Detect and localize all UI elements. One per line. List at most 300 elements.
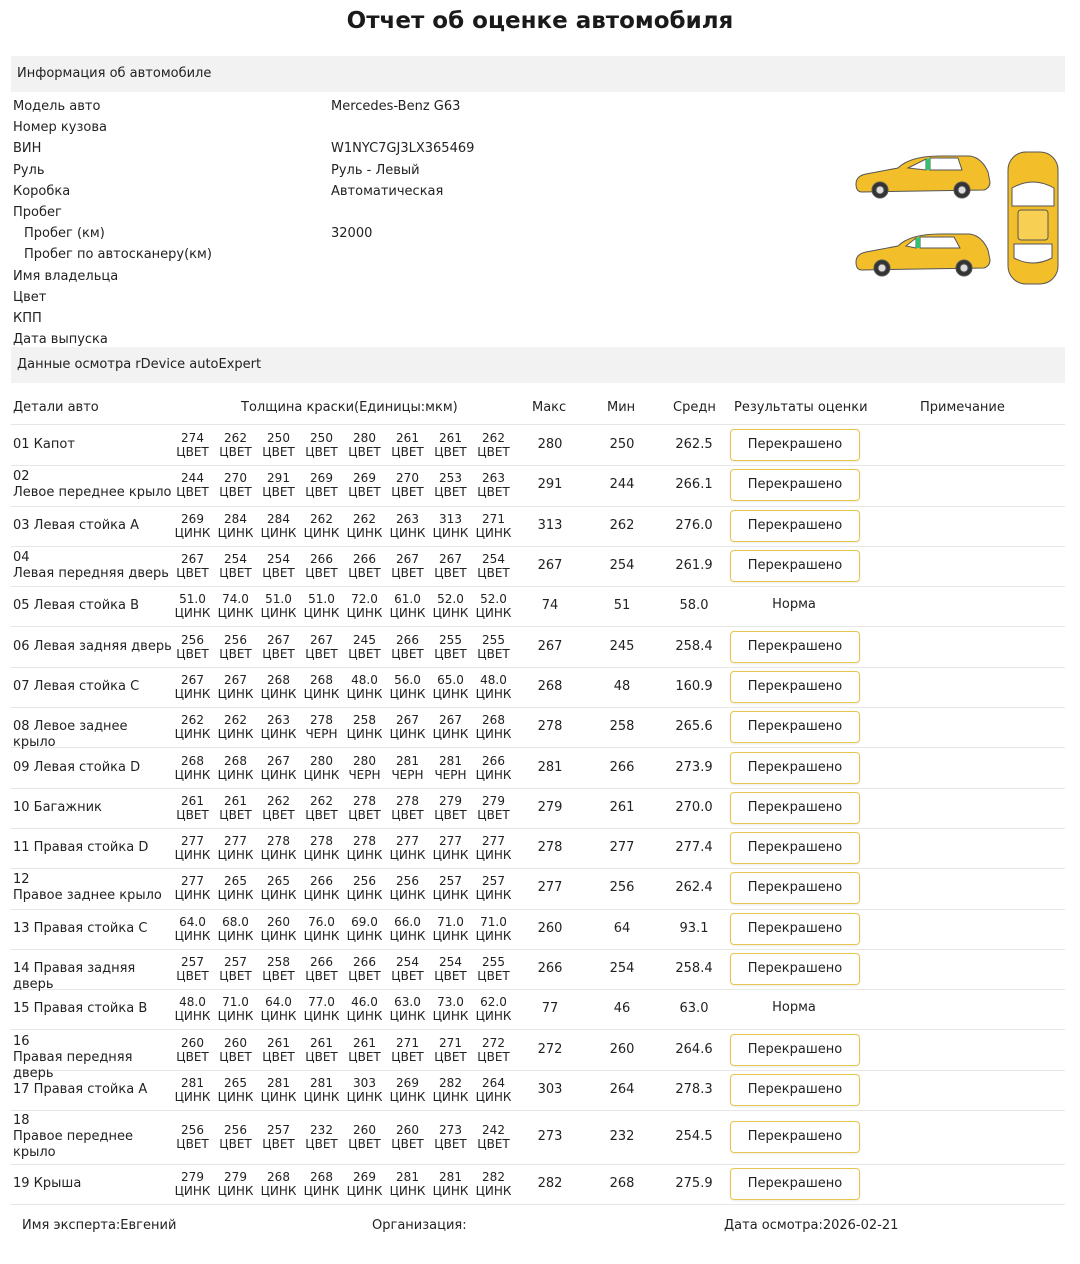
thickness-value: 269 — [310, 471, 333, 486]
coating-type: ЦИНК — [217, 727, 254, 742]
thickness-value: 264 — [482, 1075, 505, 1090]
info-label: Пробег — [13, 205, 62, 220]
thickness-cell — [386, 1036, 429, 1064]
coating-type: ЦИНК — [346, 1089, 383, 1104]
thickness-value: 274 — [181, 431, 204, 446]
thickness-cell — [472, 431, 515, 459]
thickness-value: 46.0 — [351, 995, 378, 1010]
thickness-cell — [386, 915, 429, 943]
coating-type: ЦИНК — [217, 1009, 254, 1024]
thickness-cell — [429, 754, 472, 782]
coating-type: ЦИНК — [303, 767, 340, 782]
thickness-cell — [472, 633, 515, 661]
coating-type: ЦВЕТ — [305, 566, 338, 581]
thickness-cell — [472, 1036, 515, 1064]
min-value: 64 — [613, 920, 631, 936]
coating-type: ЦИНК — [389, 888, 426, 903]
thickness-value: 281 — [181, 1075, 204, 1090]
coating-type: ЦИНК — [475, 1089, 512, 1104]
thickness-value: 267 — [439, 552, 462, 567]
table-row — [11, 1164, 1065, 1205]
thickness-cell — [386, 673, 429, 701]
thickness-value: 281 — [267, 1075, 290, 1090]
info-row — [13, 117, 833, 138]
thickness-cell — [300, 915, 343, 943]
result-badge: Перекрашено — [730, 752, 860, 784]
thickness-cell — [386, 512, 429, 540]
coating-type: ЦВЕТ — [176, 646, 209, 661]
coating-type: ЧЕРН — [348, 767, 381, 782]
thickness-cell — [300, 471, 343, 499]
car-info-header-text: Информация об автомобиле — [17, 66, 212, 81]
thickness-value: 263 — [482, 471, 505, 486]
coating-type: ЦВЕТ — [176, 1049, 209, 1064]
avg-value: 58.0 — [679, 598, 709, 614]
coating-type: ЦИНК — [303, 888, 340, 903]
coating-type: ЦВЕТ — [477, 807, 510, 822]
coating-type: ЧЕРН — [305, 727, 338, 742]
coating-type: ЦИНК — [389, 727, 426, 742]
thickness-cell — [257, 1036, 300, 1064]
thickness-value: 269 — [353, 471, 376, 486]
info-label: Имя владельца — [13, 268, 119, 284]
thickness-cell — [343, 471, 386, 499]
thickness-value: 256 — [353, 874, 376, 889]
result-badge: Перекрашено — [730, 953, 860, 985]
coating-type: ЦИНК — [260, 686, 297, 701]
thickness-value: 267 — [310, 632, 333, 647]
result-badge: Перекрашено — [730, 550, 860, 582]
thickness-value: 262 — [224, 431, 247, 446]
part-name: 15 Правая стойка B — [13, 1001, 148, 1017]
thickness-value: 262 — [482, 431, 505, 446]
avg-value: 63.0 — [679, 1001, 709, 1017]
thickness-cell — [343, 431, 386, 459]
min-value: 264 — [609, 1081, 635, 1097]
col-min: Мин — [607, 400, 636, 415]
thickness-value: 261 — [353, 1035, 376, 1050]
coating-type: ЦВЕТ — [305, 1049, 338, 1064]
thickness-value: 278 — [353, 834, 376, 849]
thickness-value: 232 — [310, 1123, 333, 1138]
inspection-table-header — [11, 392, 1065, 425]
thickness-value: 64.0 — [265, 995, 292, 1010]
max-value: 313 — [537, 517, 563, 533]
thickness-cell — [472, 673, 515, 701]
part-name: 03 Левая стойка A — [13, 517, 139, 533]
thickness-value: 61.0 — [394, 592, 421, 607]
coating-type: ЦВЕТ — [348, 566, 381, 581]
coating-type: ЦВЕТ — [305, 646, 338, 661]
thickness-value: 254 — [396, 955, 419, 970]
thickness-value: 254 — [224, 552, 247, 567]
coating-type: ЦВЕТ — [176, 445, 209, 460]
thickness-cell — [429, 1123, 472, 1151]
coating-type: ЦИНК — [260, 928, 297, 943]
thickness-cell — [386, 713, 429, 741]
table-row — [11, 707, 1065, 751]
thickness-cell — [429, 512, 472, 540]
part-name: 16 Правая передняя дверь — [13, 1033, 133, 1081]
thickness-value: 48.0 — [179, 995, 206, 1010]
info-value: 32000 — [331, 226, 373, 242]
coating-type: ЦИНК — [260, 1184, 297, 1199]
thickness-cell — [257, 1123, 300, 1151]
thickness-cell — [214, 1170, 257, 1198]
thickness-value: 267 — [396, 713, 419, 728]
thickness-cell — [386, 1123, 429, 1151]
thickness-value: 263 — [396, 511, 419, 526]
coating-type: ЦВЕТ — [477, 445, 510, 460]
thickness-cell — [429, 1036, 472, 1064]
result-badge: Перекрашено — [730, 429, 860, 461]
coating-type: ЦИНК — [346, 727, 383, 742]
coating-type: ЦВЕТ — [391, 807, 424, 822]
thickness-value: 263 — [267, 713, 290, 728]
thickness-cell — [257, 915, 300, 943]
thickness-value: 278 — [267, 834, 290, 849]
thickness-value: 278 — [310, 834, 333, 849]
info-label: Руль — [13, 162, 45, 178]
thickness-cell — [386, 874, 429, 902]
coating-type: ЦИНК — [217, 1089, 254, 1104]
thickness-cell — [343, 633, 386, 661]
result-badge: Перекрашено — [730, 1034, 860, 1066]
thickness-value: 277 — [181, 834, 204, 849]
thickness-value: 270 — [224, 471, 247, 486]
result-badge: Норма — [772, 597, 816, 613]
thickness-cell — [472, 1170, 515, 1198]
thickness-value: 266 — [482, 753, 505, 768]
thickness-value: 245 — [353, 632, 376, 647]
result-badge: Перекрашено — [730, 913, 860, 945]
thickness-cell — [343, 552, 386, 580]
coating-type: ЦИНК — [303, 1009, 340, 1024]
thickness-value: 262 — [267, 793, 290, 808]
col-result: Результаты оценки — [734, 400, 868, 415]
min-value: 245 — [609, 638, 635, 654]
min-value: 268 — [609, 1176, 635, 1192]
thickness-value: 278 — [310, 713, 333, 728]
thickness-value: 277 — [224, 834, 247, 849]
thickness-value: 74.0 — [222, 592, 249, 607]
part-name: 08 Левое заднее крыло — [13, 719, 128, 751]
coating-type: ЦИНК — [260, 1089, 297, 1104]
thickness-value: 242 — [482, 1123, 505, 1138]
thickness-cell — [472, 915, 515, 943]
thickness-cell — [429, 633, 472, 661]
thickness-cell — [171, 1076, 214, 1104]
min-value: 46 — [613, 1001, 631, 1017]
coating-type: ЦИНК — [260, 888, 297, 903]
info-label: Коробка — [13, 183, 71, 199]
coating-type: ЦИНК — [174, 888, 211, 903]
coating-type: ЦВЕТ — [305, 807, 338, 822]
thickness-cell — [214, 673, 257, 701]
thickness-value: 279 — [181, 1170, 204, 1185]
thickness-cell — [386, 431, 429, 459]
col-max: Макс — [532, 400, 567, 415]
max-value: 281 — [537, 759, 563, 775]
thickness-value: 257 — [181, 955, 204, 970]
thickness-cell — [257, 512, 300, 540]
min-value: 51 — [613, 598, 631, 614]
coating-type: ЦИНК — [346, 928, 383, 943]
thickness-cell — [300, 1036, 343, 1064]
thickness-value: 267 — [396, 552, 419, 567]
coating-type: ЦИНК — [217, 606, 254, 621]
thickness-value: 268 — [267, 672, 290, 687]
thickness-value: 63.0 — [394, 995, 421, 1010]
thickness-value: 69.0 — [351, 914, 378, 929]
thickness-value: 76.0 — [308, 914, 335, 929]
thickness-cell — [214, 713, 257, 741]
info-row — [13, 202, 833, 223]
table-row — [11, 586, 1065, 627]
coating-type: ЦВЕТ — [391, 1049, 424, 1064]
part-name: 13 Правая стойка C — [13, 920, 148, 936]
coating-type: ЦВЕТ — [305, 969, 338, 984]
coating-type: ЦИНК — [217, 848, 254, 863]
thickness-cell — [214, 995, 257, 1023]
thickness-value: 313 — [439, 511, 462, 526]
thickness-value: 51.0 — [179, 592, 206, 607]
thickness-value: 266 — [396, 632, 419, 647]
coating-type: ЦИНК — [346, 848, 383, 863]
coating-type: ЦВЕТ — [391, 445, 424, 460]
coating-type: ЦИНК — [303, 686, 340, 701]
thickness-value: 256 — [224, 1123, 247, 1138]
thickness-cell — [214, 955, 257, 983]
part-name: 12 Правое заднее крыло — [13, 872, 162, 904]
thickness-cell — [257, 874, 300, 902]
avg-value: 258.4 — [675, 961, 713, 977]
thickness-cell — [300, 794, 343, 822]
thickness-value: 265 — [267, 874, 290, 889]
coating-type: ЦИНК — [475, 686, 512, 701]
thickness-cell — [257, 955, 300, 983]
thickness-cell — [300, 834, 343, 862]
coating-type: ЦИНК — [303, 1089, 340, 1104]
thickness-cell — [472, 471, 515, 499]
inspection-header — [11, 347, 1065, 383]
thickness-cell — [300, 633, 343, 661]
min-value: 261 — [609, 799, 635, 815]
coating-type: ЦВЕТ — [391, 1137, 424, 1152]
thickness-cell — [257, 1076, 300, 1104]
avg-value: 265.6 — [675, 719, 713, 735]
thickness-value: 284 — [224, 511, 247, 526]
coating-type: ЦИНК — [217, 686, 254, 701]
thickness-cell — [472, 512, 515, 540]
coating-type: ЦИНК — [432, 1009, 469, 1024]
thickness-value: 269 — [396, 1075, 419, 1090]
thickness-value: 281 — [396, 1170, 419, 1185]
coating-type: ЦВЕТ — [434, 969, 467, 984]
max-value: 266 — [537, 961, 563, 977]
coating-type: ЦВЕТ — [262, 1137, 295, 1152]
thickness-cell — [386, 633, 429, 661]
thickness-cell — [171, 834, 214, 862]
coating-type: ЦВЕТ — [219, 646, 252, 661]
thickness-value: 278 — [353, 793, 376, 808]
min-value: 254 — [609, 961, 635, 977]
thickness-value: 62.0 — [480, 995, 507, 1010]
thickness-cell — [171, 1170, 214, 1198]
thickness-value: 267 — [181, 672, 204, 687]
thickness-cell — [343, 794, 386, 822]
info-row — [13, 96, 833, 117]
max-value: 267 — [537, 638, 563, 654]
coating-type: ЦИНК — [346, 1184, 383, 1199]
part-name: 05 Левая стойка B — [13, 598, 140, 614]
coating-type: ЦИНК — [174, 525, 211, 540]
thickness-value: 51.0 — [308, 592, 335, 607]
thickness-cell — [171, 552, 214, 580]
thickness-cell — [343, 874, 386, 902]
coating-type: ЦИНК — [346, 686, 383, 701]
thickness-cell — [257, 633, 300, 661]
thickness-value: 254 — [482, 552, 505, 567]
thickness-value: 279 — [439, 793, 462, 808]
thickness-value: 48.0 — [351, 672, 378, 687]
max-value: 273 — [537, 1129, 563, 1145]
thickness-value: 262 — [224, 713, 247, 728]
thickness-value: 258 — [267, 955, 290, 970]
max-value: 282 — [537, 1176, 563, 1192]
thickness-value: 255 — [482, 632, 505, 647]
thickness-value: 267 — [181, 552, 204, 567]
avg-value: 93.1 — [679, 920, 709, 936]
thickness-value: 271 — [396, 1035, 419, 1050]
part-name: 17 Правая стойка A — [13, 1081, 148, 1097]
info-row — [13, 308, 833, 329]
coating-type: ЦИНК — [432, 606, 469, 621]
thickness-cell — [214, 834, 257, 862]
table-row — [11, 465, 1065, 506]
thickness-value: 250 — [267, 431, 290, 446]
thickness-cell — [214, 471, 257, 499]
avg-value: 254.5 — [675, 1129, 713, 1145]
coating-type: ЦИНК — [260, 525, 297, 540]
thickness-cell — [429, 915, 472, 943]
coating-type: ЦВЕТ — [176, 566, 209, 581]
coating-type: ЦИНК — [260, 727, 297, 742]
coating-type: ЦИНК — [217, 767, 254, 782]
thickness-value: 281 — [396, 753, 419, 768]
thickness-cell — [300, 1123, 343, 1151]
min-value: 256 — [609, 880, 635, 896]
thickness-value: 303 — [353, 1075, 376, 1090]
thickness-cell — [472, 874, 515, 902]
car-top-view — [1008, 152, 1058, 284]
table-row — [11, 949, 1065, 993]
result-badge: Перекрашено — [730, 671, 860, 703]
car-info-header — [11, 56, 1065, 92]
thickness-cell — [257, 1170, 300, 1198]
thickness-value: 260 — [353, 1123, 376, 1138]
table-row — [11, 425, 1065, 466]
thickness-cell — [472, 1123, 515, 1151]
thickness-cell — [171, 471, 214, 499]
thickness-cell — [214, 592, 257, 620]
thickness-cell — [171, 673, 214, 701]
thickness-value: 277 — [396, 834, 419, 849]
coating-type: ЦИНК — [432, 525, 469, 540]
info-value: Автоматическая — [331, 183, 444, 199]
info-row — [13, 160, 833, 181]
info-label: Пробег (км) — [24, 226, 105, 242]
info-label: Номер кузова — [13, 120, 107, 136]
coating-type: ЦИНК — [303, 848, 340, 863]
coating-type: ЦВЕТ — [391, 969, 424, 984]
thickness-value: 52.0 — [480, 592, 507, 607]
thickness-cell — [171, 512, 214, 540]
thickness-cell — [429, 431, 472, 459]
thickness-cell — [300, 1076, 343, 1104]
thickness-value: 72.0 — [351, 592, 378, 607]
max-value: 280 — [537, 437, 563, 453]
thickness-cell — [429, 995, 472, 1023]
coating-type: ЦИНК — [432, 1184, 469, 1199]
coating-type: ЦИНК — [475, 928, 512, 943]
coating-type: ЦИНК — [389, 1089, 426, 1104]
thickness-cell — [429, 471, 472, 499]
coating-type: ЦВЕТ — [477, 969, 510, 984]
thickness-value: 68.0 — [222, 914, 249, 929]
coating-type: ЦИНК — [346, 606, 383, 621]
thickness-cell — [171, 754, 214, 782]
thickness-cell — [214, 552, 257, 580]
thickness-value: 262 — [310, 793, 333, 808]
coating-type: ЦВЕТ — [348, 646, 381, 661]
coating-type: ЦВЕТ — [219, 445, 252, 460]
max-value: 303 — [537, 1081, 563, 1097]
info-label: ВИН — [13, 141, 42, 157]
thickness-cell — [171, 794, 214, 822]
thickness-value: 77.0 — [308, 995, 335, 1010]
coating-type: ЦИНК — [346, 1009, 383, 1024]
coating-type: ЦИНК — [174, 1184, 211, 1199]
thickness-value: 260 — [181, 1035, 204, 1050]
avg-value: 266.1 — [675, 477, 713, 493]
thickness-cell — [429, 834, 472, 862]
thickness-value: 56.0 — [394, 672, 421, 687]
coating-type: ЦВЕТ — [219, 1137, 252, 1152]
coating-type: ЦВЕТ — [262, 445, 295, 460]
avg-value: 277.4 — [675, 840, 713, 856]
thickness-cell — [214, 431, 257, 459]
result-badge: Перекрашено — [730, 792, 860, 824]
min-value: 277 — [609, 840, 635, 856]
thickness-cell — [214, 874, 257, 902]
car-right-side-view — [856, 234, 990, 276]
thickness-value: 280 — [353, 753, 376, 768]
max-value: 277 — [537, 880, 563, 896]
coating-type: ЦВЕТ — [219, 1049, 252, 1064]
thickness-cell — [257, 592, 300, 620]
coating-type: ЦИНК — [475, 767, 512, 782]
col-avg: Средн — [673, 400, 716, 415]
thickness-cell — [214, 915, 257, 943]
thickness-cell — [472, 834, 515, 862]
part-name: 07 Левая стойка C — [13, 678, 140, 694]
coating-type: ЦВЕТ — [305, 1137, 338, 1152]
table-row — [11, 868, 1065, 909]
thickness-cell — [300, 874, 343, 902]
thickness-value: 250 — [310, 431, 333, 446]
thickness-cell — [257, 552, 300, 580]
